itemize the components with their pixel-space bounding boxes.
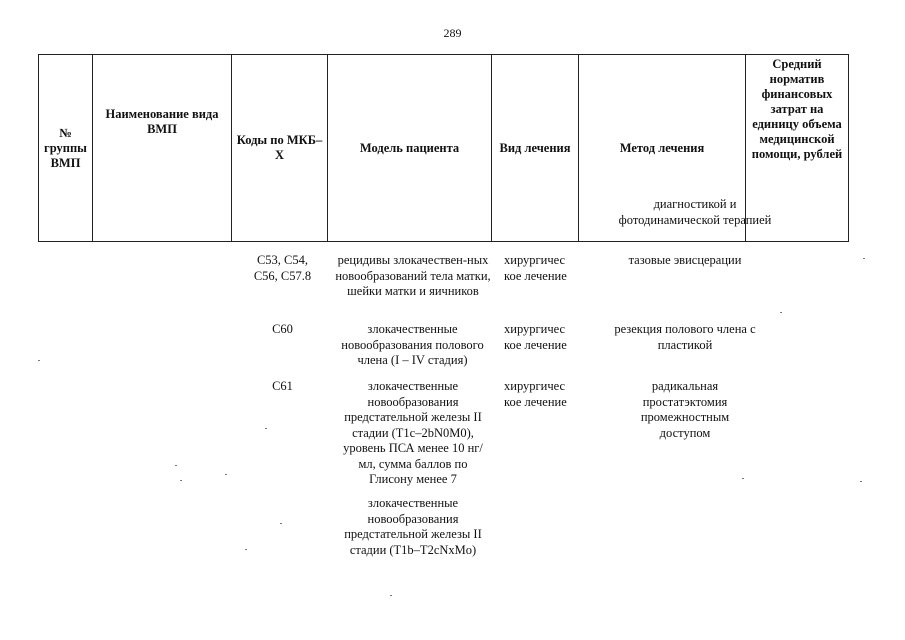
scan-speck bbox=[180, 480, 182, 481]
scan-speck bbox=[780, 312, 782, 313]
icd-codes-cell: C61 bbox=[272, 379, 293, 393]
scan-speck bbox=[742, 478, 744, 479]
scan-speck bbox=[245, 549, 247, 550]
header-average-cost: Средний норматив финансовых затрат на единицу объема медицинской помощи, рублей bbox=[746, 55, 849, 242]
header-icd-codes: Коды по МКБ–Х bbox=[232, 55, 328, 242]
header-treatment-type: Вид лечения bbox=[492, 55, 579, 242]
header-vmp-name: Наименование вида ВМП bbox=[93, 55, 232, 242]
scan-speck bbox=[265, 428, 267, 429]
treatment-type-cell: хирургичес кое лечение bbox=[504, 253, 567, 283]
patient-model-cell: злокачественные новообразования предстательной железы II стадии (T1c–2bN0M0), уровень ПСА менее 10 нг/мл, сумма баллов по Глисону менее 7 bbox=[343, 379, 483, 486]
page-number: 289 bbox=[443, 26, 462, 40]
icd-codes-cell: C60 bbox=[272, 322, 293, 336]
method-continuation: диагностикой и фотодинамической терапией bbox=[618, 197, 772, 227]
header-group-number: № группы ВМП bbox=[39, 55, 93, 242]
header-treatment-method: Метод лечения bbox=[579, 55, 746, 242]
scan-speck bbox=[390, 595, 392, 596]
icd-codes-cell: C53, C54, C56, C57.8 bbox=[253, 253, 312, 283]
scan-speck bbox=[38, 360, 40, 361]
scan-speck bbox=[860, 481, 862, 482]
scan-speck bbox=[863, 258, 865, 259]
patient-model-cell: злокачественные новообразования предстательной железы II стадии (T1b–T2cNxMo) bbox=[344, 496, 482, 557]
treatment-method-cell: радикальная простатэктомия промежностным доступом bbox=[640, 379, 730, 440]
treatment-method-cell: тазовые эвисцерации bbox=[628, 253, 742, 267]
treatment-type-cell: хирургичес кое лечение bbox=[504, 379, 567, 409]
scan-speck bbox=[225, 474, 227, 475]
patient-model-cell: рецидивы злокачествен-ных новообразований тела матки, шейки матки и яичников bbox=[335, 253, 491, 298]
scan-speck bbox=[175, 465, 177, 466]
treatment-method-cell: резекция полового члена с пластикой bbox=[614, 322, 756, 352]
header-patient-model: Модель пациента bbox=[328, 55, 492, 242]
scan-speck bbox=[280, 523, 282, 524]
treatment-type-cell: хирургичес кое лечение bbox=[504, 322, 567, 352]
patient-model-cell: злокачественные новообразования полового члена (I – IV стадия) bbox=[341, 322, 484, 367]
